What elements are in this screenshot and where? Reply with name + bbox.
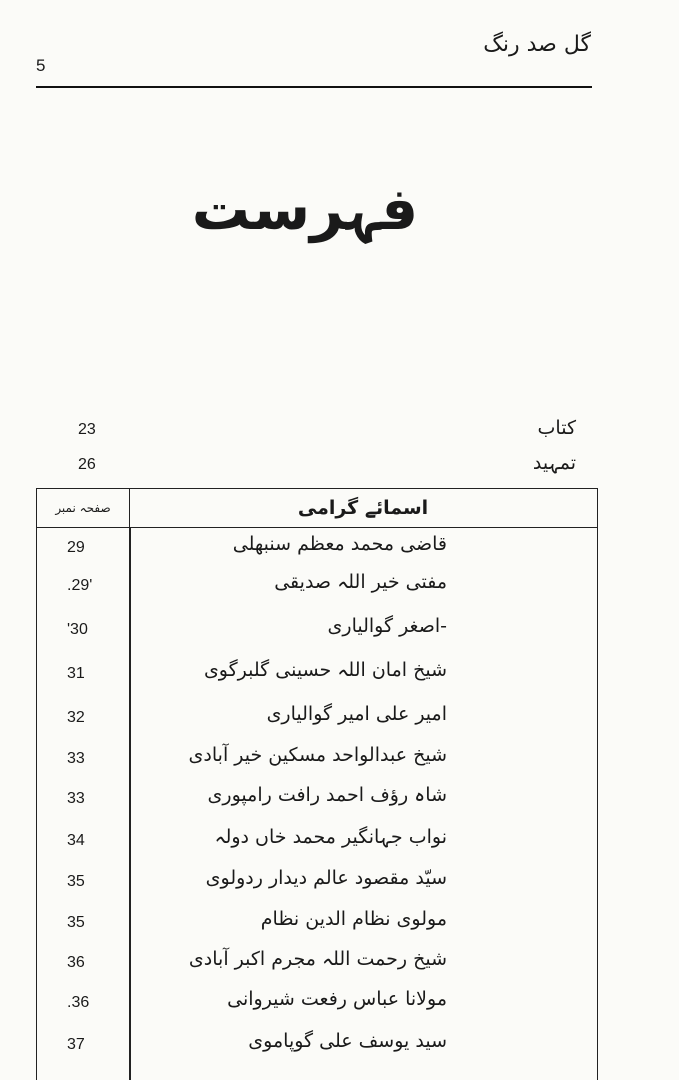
table-row (37, 533, 597, 569)
entry-name: شاہ رؤف احمد رافت رامپوری (207, 784, 447, 806)
entry-name: سید یوسف علی گوپاموی (248, 1030, 447, 1052)
front-matter-item (36, 452, 592, 482)
column-header-names: اسمائے گرامی (297, 497, 429, 519)
table-row (37, 784, 597, 820)
table-row (37, 703, 597, 739)
entry-page: 34 (67, 832, 85, 849)
entry-page: .36 (67, 994, 90, 1011)
entry-page: 33 (67, 750, 85, 767)
entry-page: 31 (67, 665, 85, 682)
front-matter-page: 23 (78, 421, 96, 438)
front-matter-title: کتاب (537, 417, 576, 439)
table-row (37, 908, 597, 944)
entry-page: 35 (67, 914, 85, 931)
front-matter-title: تمہید (532, 452, 576, 474)
entry-name: شیخ عبدالواحد مسکین خیر آبادی (188, 744, 447, 766)
table-row (37, 988, 597, 1024)
entry-page: .29' (67, 577, 93, 594)
entry-name: سیّد مقصود عالم دیدار ردولوی (205, 867, 447, 889)
entry-name: -اصغر گوالیاری (327, 615, 447, 637)
header-rule (36, 86, 592, 88)
entry-name: قاضی محمد معظم سنبھلی (232, 533, 447, 555)
table-row (37, 744, 597, 780)
entry-page: 33 (67, 790, 85, 807)
entry-name: مولوی نظام الدین نظام (260, 908, 447, 930)
table-row (37, 571, 597, 607)
column-header-page: صفحہ نمبر (37, 489, 130, 527)
entry-name: امیر علی امیر گوالیاری (266, 703, 447, 725)
running-title: گل صد رنگ (483, 32, 591, 57)
entry-name: شیخ رحمت اللہ مجرم اکبر آبادی (188, 948, 447, 970)
table-header (37, 489, 597, 528)
table-row (37, 659, 597, 695)
page-number: 5 (36, 56, 46, 75)
entry-page: 32 (67, 709, 85, 726)
entry-name: شیخ امان اللہ حسینی گلبرگوی (203, 659, 447, 681)
table-row (37, 948, 597, 984)
entry-page: 37 (67, 1036, 85, 1053)
entry-name: نواب جہانگیر محمد خاں دولہ (214, 826, 447, 848)
entry-page: 35 (67, 873, 85, 890)
table-row (37, 867, 597, 903)
entry-name: مولانا عباس رفعت شیروانی (227, 988, 447, 1010)
entry-name: مفتی خیر اللہ صدیقی (274, 571, 447, 593)
entry-page: 29 (67, 539, 85, 556)
table-row (37, 615, 597, 651)
front-matter-item (36, 417, 592, 447)
entry-page: 36 (67, 954, 85, 971)
table-row (37, 826, 597, 862)
front-matter-page: 26 (78, 456, 96, 473)
entry-page: '30 (67, 621, 88, 638)
contents-table (36, 488, 598, 1080)
table-row (37, 1030, 597, 1066)
page-title: فہرست (191, 175, 419, 243)
